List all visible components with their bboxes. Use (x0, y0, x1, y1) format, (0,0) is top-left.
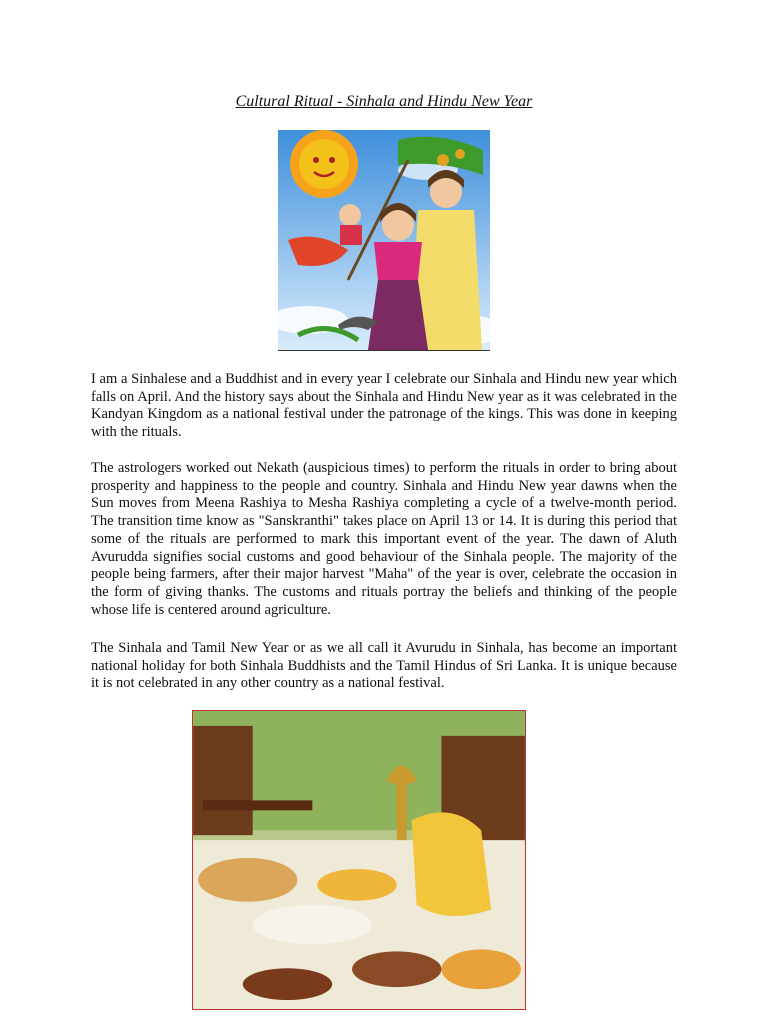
new-year-illustration (278, 130, 490, 351)
paragraph: The astrologers worked out Nekath (auspicious times) to perform the rituals in order to bring about prosperity and happiness to the people and country. Sinhala and Hindu New year dawns when the Sun moves from Meena Rashiya to Mesha Rashiya completing a cycle of a twelve-month period. The transition time know as "Sanskranthi" takes place on April 13 or 14. It is during this period that some of the rituals are performed to mark this important event of the year. The dawn of Aluth Avurudda signifies social customs and good behaviour of the Sinhala people. The majority of the people being farmers, after their major harvest "Maha" of the year is over, celebrate the occasion in the form of giving thanks. The customs and rituals portray the beliefs and thinking of the people whose life is centered around agriculture. (91, 460, 677, 618)
sun-icon (290, 130, 358, 198)
new-year-food-table-photo (192, 710, 526, 1010)
paragraph: The Sinhala and Tamil New Year or as we all call it Avurudu in Sinhala, has become an important national holiday for both Sinhala Buddhists and the Tamil Hindus of Sri Lanka. It is unique because it is not celebrated in any other country as a national festival. (91, 640, 677, 692)
page-title: Cultural Ritual - Sinhala and Hindu New Year (235, 93, 533, 110)
paragraph: I am a Sinhalese and a Buddhist and in every year I celebrate our Sinhala and Hindu new year which falls on April. And the history says about the Sinhala and Hindu New year as it was celebrated in the Kandyan Kingdom as a national festival under the patronage of the kings. This was done in keeping with the rituals. (91, 371, 677, 441)
